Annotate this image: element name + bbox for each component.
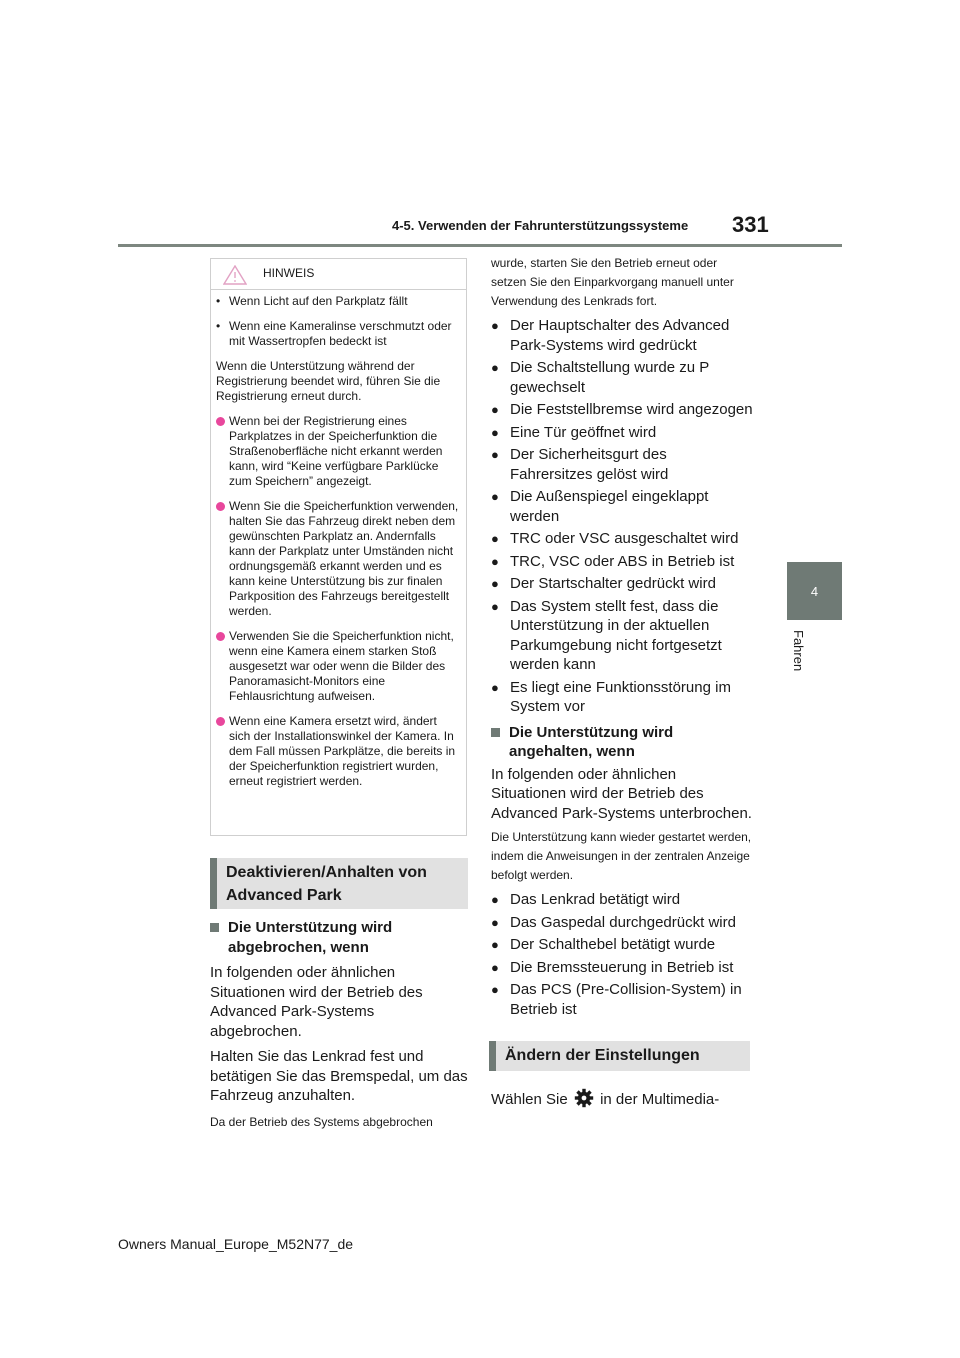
subheading-cancelled: Die Unterstützung wird abgebrochen, wenn bbox=[210, 918, 468, 957]
pause-conditions-list bbox=[491, 890, 753, 1019]
paragraph: In folgenden oder ähnlichen Situationen wird der Betrieb des Advanced Park-Systems abgebrochen. bbox=[210, 964, 423, 1040]
notice-dot-item: Wenn bei der Registrierung eines Parkplatzes in der Speicherfunktion die Straßenoberfläche nicht erkannt werden kann, wird “Keine verfügbare Parklücke zum Speichern” angezeigt. bbox=[216, 414, 460, 489]
list-item: ● Der Startschalter gedrückt wird bbox=[491, 575, 716, 592]
section-heading-settings: Ändern der Einstellungen bbox=[489, 1041, 750, 1071]
small-note: Da der Betrieb des Systems abgebrochen bbox=[210, 1114, 433, 1129]
notice-header bbox=[211, 259, 466, 290]
notice-bullet: • Wenn Licht auf den Parkplatz fällt bbox=[216, 294, 408, 308]
pink-dot-icon bbox=[216, 502, 225, 511]
chapter-label: Fahren bbox=[791, 630, 806, 672]
list-item: ● Es liegt eine Funktionsstörung im System vor bbox=[491, 678, 731, 715]
pink-dot-icon bbox=[216, 717, 225, 726]
small-note: Die Unterstützung kann wieder gestartet werden, indem die Anweisungen in der zentralen Anzeige befolgt werden. bbox=[491, 830, 752, 882]
section-heading-deactivate: Deaktivieren/Anhalten von Advanced Park bbox=[210, 858, 468, 909]
chapter-number: 4 bbox=[810, 583, 819, 599]
list-item: ● Das PCS (Pre-Collision-System) in Betrieb ist bbox=[491, 981, 742, 1018]
notice-dot-item: Wenn eine Kamera ersetzt wird, ändert sich der Installationswinkel der Kamera. In dem Fall müssen Parkplätze, die bereits in der Speicherfunktion registriert wurden, erneut registriert werden. bbox=[216, 714, 460, 789]
list-item: ● Der Sicherheitsgurt des Fahrersitzes gelöst wird bbox=[491, 446, 669, 483]
left-column-text bbox=[210, 918, 468, 1132]
paragraph: Halten Sie das Lenkrad fest und betätigen Sie das Bremspedal, um das Fahrzeug anzuhalten. bbox=[210, 1048, 468, 1104]
chapter-tab bbox=[787, 562, 842, 620]
pink-dot-icon bbox=[216, 632, 225, 641]
gear-icon bbox=[574, 1088, 594, 1108]
list-item: ● Der Hauptschalter des Advanced Park-Systems wird gedrückt bbox=[491, 317, 730, 354]
footer-text: Owners Manual_Europe_M52N77_de bbox=[118, 1236, 354, 1252]
square-bullet-icon bbox=[491, 728, 500, 737]
header-rule bbox=[118, 244, 842, 247]
list-item: ● Das Gaspedal durchgedrückt wird bbox=[491, 913, 736, 931]
list-item: ● Eine Tür geöffnet wird bbox=[491, 423, 657, 441]
stop-conditions-list bbox=[491, 316, 753, 717]
page-number: 331 bbox=[732, 212, 769, 237]
notice-dot-item: Wenn Sie die Speicherfunktion verwenden, halten Sie das Fahrzeug direkt neben dem gewünschten Parkplatz an. Andernfalls kann der Parkplatz unter Umständen nicht ordnungsgemäß erkannt werden und es kann keine Unterstützung bis zur finalen Parkposition des Fahrzeugs bereitgestellt werden. bbox=[216, 499, 460, 619]
select-instruction: Wählen Sie in der Multimedia- bbox=[491, 1088, 753, 1110]
list-item: ● Das Lenkrad betätigt wird bbox=[491, 891, 681, 908]
notice-box bbox=[210, 258, 467, 836]
square-bullet-icon bbox=[210, 923, 219, 932]
list-item: ● TRC oder VSC ausgeschaltet wird bbox=[491, 530, 739, 547]
list-item: ● Die Feststellbremse wird angezogen bbox=[491, 401, 753, 418]
notice-title: HINWEIS bbox=[263, 266, 315, 280]
notice-bullet: • Wenn eine Kameralinse verschmutzt oder mit Wassertropfen bedeckt ist bbox=[216, 319, 452, 348]
list-item: ● Das System stellt fest, dass die Unterstützung in der aktuellen Parkumgebung nicht fortgesetzt werden kann bbox=[491, 597, 722, 673]
right-column-text bbox=[491, 254, 753, 1022]
list-item: ● Die Außenspiegel eingeklappt werden bbox=[491, 488, 709, 525]
pink-dot-icon bbox=[216, 417, 225, 426]
small-note: wurde, starten Sie den Betrieb erneut oder setzen Sie den Einparkvorgang manuell unter Verwendung des Lenkrads fort. bbox=[491, 256, 734, 308]
subheading-paused: Die Unterstützung wird angehalten, wenn bbox=[491, 723, 753, 762]
notice-dot-item: Verwenden Sie die Speicherfunktion nicht, wenn eine Kamera einem starken Stoß ausgesetzt war oder wenn die Bilder des Panoramasicht-Monitors eine Fehlausrichtung aufweisen. bbox=[216, 629, 460, 704]
warning-icon bbox=[223, 265, 247, 285]
notice-body bbox=[211, 290, 466, 789]
paragraph: In folgenden oder ähnlichen Situationen wird der Betrieb des Advanced Park-Systems unterbrochen. bbox=[491, 765, 752, 822]
list-item: ● TRC, VSC oder ABS in Betrieb ist bbox=[491, 552, 735, 570]
list-item: ● Die Schaltstellung wurde zu P gewechselt bbox=[491, 359, 709, 396]
section-header-title: 4-5. Verwenden der Fahrunterstützungssysteme bbox=[392, 218, 689, 233]
list-item: ● Die Bremssteuerung in Betrieb ist bbox=[491, 958, 734, 976]
notice-paragraph: Wenn die Unterstützung während der Registrierung beendet wird, führen Sie die Registrierung erneut durch. bbox=[216, 359, 441, 403]
list-item: ● Der Schalthebel betätigt wurde bbox=[491, 936, 716, 953]
